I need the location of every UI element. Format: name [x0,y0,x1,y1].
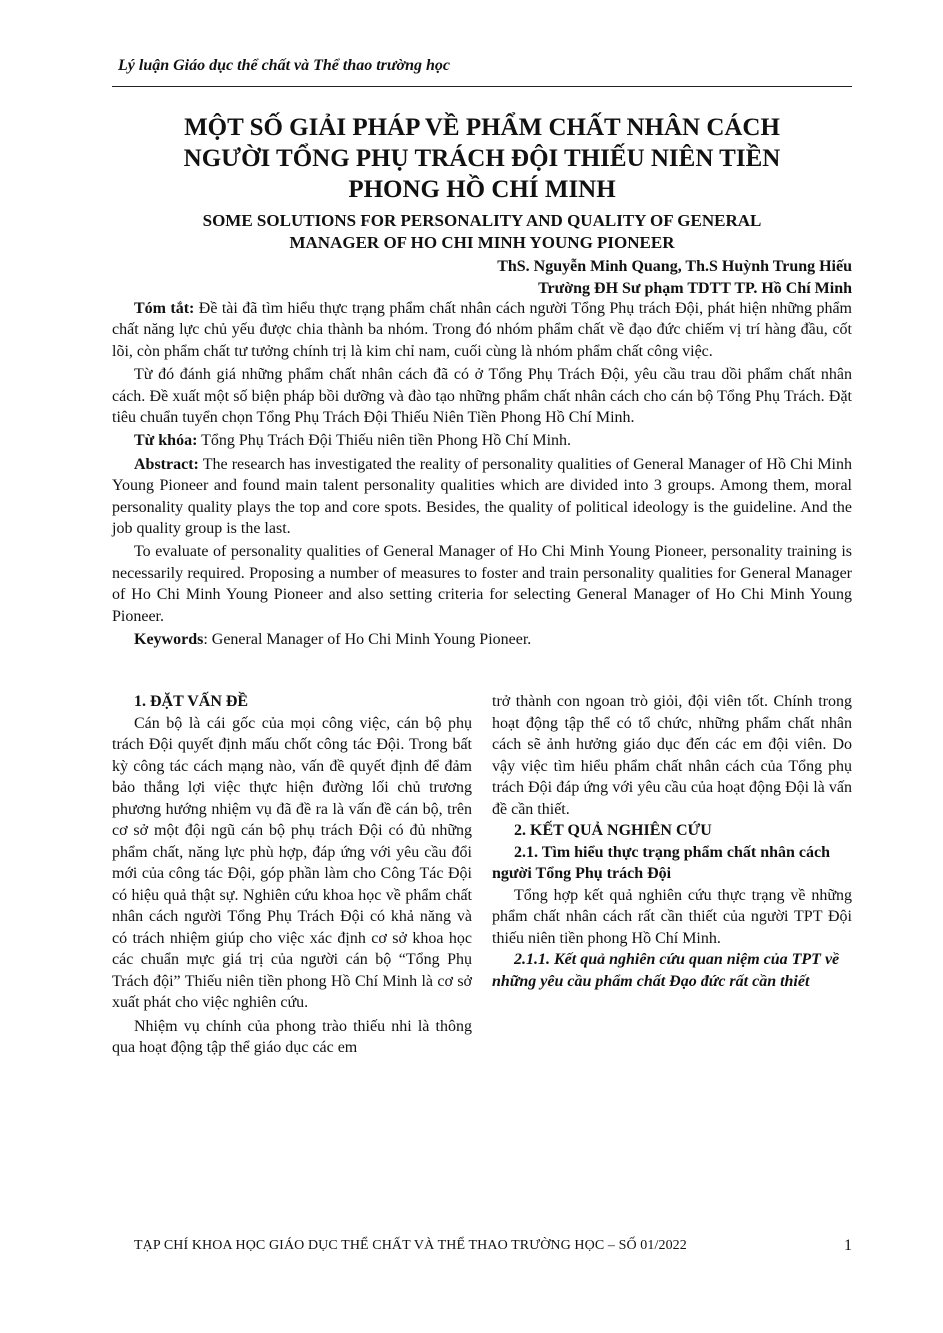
title-line: MỘT SỐ GIẢI PHÁP VỀ PHẨM CHẤT NHÂN CÁCH [184,114,780,141]
subsection-heading: 2.1. Tìm hiểu thực trạng phẩm chất nhân cách người Tổng Phụ trách Đội [492,843,831,882]
subtitle-line: SOME SOLUTIONS FOR PERSONALITY AND QUALITY OF GENERAL [202,211,762,230]
body-columns [112,691,852,1131]
article-title-en [112,210,852,254]
body-paragraph: Cán bộ là cái gốc của mọi công việc, cán bộ phụ trách Đội quyết định mấu chốt công tác Đội. Trong bất kỳ công tác cách mạng nào, vấn đề quyết định để đảm bảo thắng lợi việc thực hiện đường lối chủ trương phương hướng nhiệm vụ đã đề ra là vấn đề cán bộ, trên cơ sở một đội ngũ cán bộ phụ trách Đội có đủ những phẩm chất, năng lực phù hợp, đáp ứng với yêu cầu đổi mới của công tác Đội, góp phần làm cho Công Tác Đội có hiệu quả thật sự. Nghiên cứu khoa học về phẩm chất nhân cách người Tổng Phụ Trách Đội có khả năng và có trách nhiệm giúp cho việc xác định cơ sở khoa học các chuẩn mực giá trị của người cán bộ “Tổng Phụ Trách đội” Thiếu niên tiền phong Hồ Chí Minh là cơ sở xuất phát cho việc nghiên cứu. [112,714,472,1011]
left-column [112,691,472,1059]
page-number: 1 [844,1237,852,1254]
title-line: PHONG HỒ CHÍ MINH [348,176,616,203]
section-heading: 1. ĐẶT VẤN ĐỀ [134,693,249,710]
keywords-paragraph [112,629,852,650]
tom-tat-label: Tóm tắt: [134,300,195,317]
affiliation: Trường ĐH Sư phạm TDTT TP. Hồ Chí Minh [538,280,852,297]
authors: ThS. Nguyễn Minh Quang, Th.S Huỳnh Trung Hiếu [497,258,852,275]
tu-khoa-text: Tổng Phụ Trách Đội Thiếu niên tiền Phong Hồ Chí Minh. [197,432,572,450]
body-paragraph: Tổng hợp kết quả nghiên cứu thực trạng về những phẩm chất nhân cách rất cần thiết của người TPT Đội thiếu niên tiền phong Hồ Chí Minh. [492,886,852,947]
section-heading: 2. KẾT QUẢ NGHIÊN CỨU [514,822,712,839]
body-paragraph: Nhiệm vụ chính của phong trào thiếu nhi là thông qua hoạt động tập thể giáo dục các em [112,1017,472,1056]
tu-khoa-label: Từ khóa: [134,432,198,450]
tom-tat-paragraph-2: Từ đó đánh giá những phẩm chất nhân cách đã có ở Tổng Phụ Trách Đội, yêu cầu trau dồi phẩm chất nhân cách. Đề xuất một số biện pháp bồi dưỡng và đào tạo những phẩm chất nhân cách cho cán bộ Tổng Phụ Trách. Đặt tiêu chuẩn tuyển chọn Tổng Phụ Trách Đội Thiếu Niên Tiền Phong Hồ Chí Minh. [112,366,852,427]
author-block [112,256,852,300]
keywords-text: : General Manager of Ho Chi Minh Young Pioneer. [203,631,532,649]
tom-tat-text: Đề tài đã tìm hiểu thực trạng phẩm chất nhân cách người Tổng Phụ trách Đội, phát hiện những phẩm chất năng lực chủ yếu được chia thành ba nhóm. Trong đó nhóm phẩm chất về đạo đức chiếm vị trí hàng đầu, cốt lõi, còn phẩm chất tư tưởng chính trị là kim chỉ nam, cuối cùng là nhóm phẩm chất công việc. [112,300,853,360]
title-line: NGƯỜI TỔNG PHỤ TRÁCH ĐỘI THIẾU NIÊN TIỀN [183,145,781,172]
tom-tat-paragraph [112,298,852,362]
abstract-label: Abstract: [134,455,199,473]
tu-khoa-paragraph [112,430,852,451]
abstract-text: The research has investigated the reality of personality qualities of General Manager of Hồ Chi Minh Young Pioneer and found main talent personality qualities which are divided into 3 groups. Among them, moral personality quality plays the top and core spots. Besides, the quality of political ideology is the guideline. And the job quality group is the last. [112,455,852,538]
journal-name: TẠP CHÍ KHOA HỌC GIÁO DỤC THỂ CHẤT VÀ THỂ THAO TRƯỜNG HỌC – SỐ 01/2022 [134,1238,687,1253]
abstract-paragraph [112,454,852,540]
keywords-label: Keywords [134,631,204,649]
running-header: Lý luận Giáo dục thể chất và Thể thao trường học [118,57,450,74]
body-paragraph: trở thành con ngoan trò giỏi, đội viên tốt. Chính trong hoạt động tập thể có tổ chức, những phẩm chất nhân cách sẽ ảnh hưởng giáo dục đến các em đội viên. Do vậy việc tìm hiểu phẩm chất nhân cách của Tổng phụ trách Đội đáp ứng với yêu cầu của hoạt động Đội là vấn đề cần thiết. [492,693,852,818]
subsubsection-heading: 2.1.1. Kết quả nghiên cứu quan niệm của TPT về những yêu cầu phẩm chất Đạo đức rất cần thiết [492,951,840,990]
abstract-block [112,298,852,651]
article-title-vi [112,112,852,205]
right-column [492,691,852,992]
subtitle-line: MANAGER OF HO CHI MINH YOUNG PIONEER [289,233,675,252]
abstract-paragraph-2: To evaluate of personality qualities of General Manager of Ho Chi Minh Young Pioneer, personality training is necessarily required. Proposing a number of measures to foster and train personality qualities for General Manager of Ho Chi Minh Young Pioneer and also setting criteria for selecting General Manager of Ho Chi Minh Young Pioneer. [112,543,852,625]
header-rule [112,86,852,87]
